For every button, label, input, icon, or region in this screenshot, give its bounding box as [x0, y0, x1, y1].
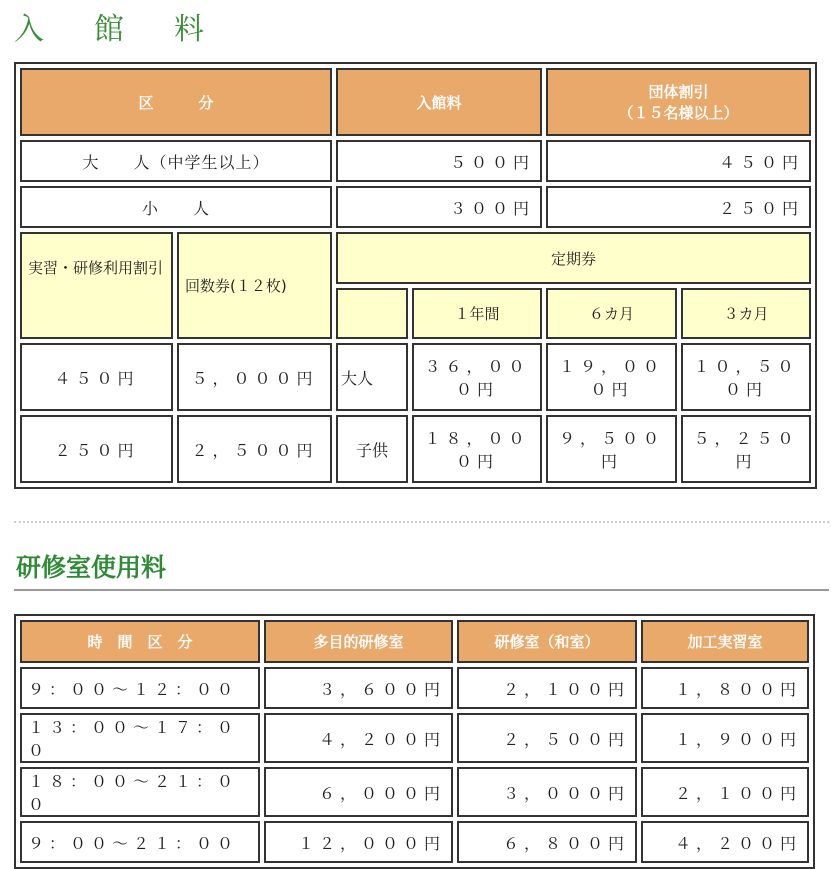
price-cell: １，８００円	[641, 667, 809, 709]
price-cell: １２，０００円	[264, 821, 453, 863]
title-char: 入	[14, 12, 46, 47]
three-cell: １０，５００円	[681, 343, 811, 411]
group-cell: ４５０円	[546, 140, 811, 182]
price-cell: ４，２００円	[264, 713, 453, 763]
table-row	[20, 667, 809, 709]
header-multipurpose: 多目的研修室	[264, 620, 453, 663]
six-cell: １９，０００円	[546, 343, 677, 411]
price-cell: １，９００円	[641, 713, 809, 763]
pass-header: 定期券	[336, 232, 811, 284]
title-char: 料	[174, 12, 206, 47]
table-row	[20, 140, 811, 182]
time-cell: ９：００～２１：００	[20, 821, 260, 863]
price-cell: ２，５００円	[457, 713, 637, 763]
header-group	[546, 68, 811, 136]
time-cell: ９：００～１２：００	[20, 667, 260, 709]
group-line1: 団体割引	[648, 83, 709, 101]
three-month-header: ３カ月	[681, 288, 811, 339]
title-char: 館	[94, 12, 126, 47]
table-row	[20, 186, 811, 228]
year-cell: ３６，０００円	[412, 343, 542, 411]
coupon-cell: ２，５００円	[177, 415, 332, 483]
three-cell: ５，２５０円	[681, 415, 811, 483]
time-cell: １３：００～１７：００	[20, 713, 260, 763]
training-cell: ２５０円	[20, 415, 173, 483]
rooms-title: 研修室使用料	[16, 553, 167, 582]
price-cell: ４，２００円	[641, 821, 809, 863]
six-cell: ９，５００円	[546, 415, 677, 483]
training-cell: ４５０円	[20, 343, 173, 411]
price-cell: ６，８００円	[457, 821, 637, 863]
price-cell: ２，１００円	[641, 767, 809, 817]
table-row	[20, 767, 809, 817]
training-discount-header: 実習・研修利用割引	[20, 232, 173, 339]
header-time: 時 間 区 分	[20, 620, 260, 663]
group-line2: （１５名様以上）	[618, 104, 739, 122]
time-cell: １８：００～２１：００	[20, 767, 260, 817]
header-fee: 入館料	[336, 68, 542, 136]
table-row	[20, 415, 811, 483]
header-category: 区 分	[20, 68, 332, 136]
divider	[14, 521, 829, 523]
year-cell: １８，０００円	[412, 415, 542, 483]
fee-cell: ３００円	[336, 186, 542, 228]
header-processing-room: 加工実習室	[641, 620, 809, 663]
coupon-cell: ５，０００円	[177, 343, 332, 411]
who-cell: 子供	[336, 415, 408, 483]
empty-cell	[336, 288, 408, 339]
six-month-header: ６カ月	[546, 288, 677, 339]
price-cell: ２，１００円	[457, 667, 637, 709]
year-header: １年間	[412, 288, 542, 339]
admission-title	[14, 4, 254, 48]
room-fee-table	[14, 614, 815, 869]
header-japanese-room: 研修室（和室）	[457, 620, 637, 663]
table-row	[20, 821, 809, 863]
who-cell: 大人	[336, 343, 408, 411]
title-underline	[14, 589, 829, 591]
admission-fee-table	[14, 62, 817, 489]
table-row	[20, 343, 811, 411]
row-label: 小 人	[20, 186, 332, 228]
price-cell: ３，０００円	[457, 767, 637, 817]
group-cell: ２５０円	[546, 186, 811, 228]
fee-cell: ５００円	[336, 140, 542, 182]
row-label: 大 人（中学生以上）	[20, 140, 332, 182]
coupon-header: 回数券(１２枚)	[177, 232, 332, 339]
table-row	[20, 713, 809, 763]
price-cell: ６，０００円	[264, 767, 453, 817]
price-cell: ３，６００円	[264, 667, 453, 709]
